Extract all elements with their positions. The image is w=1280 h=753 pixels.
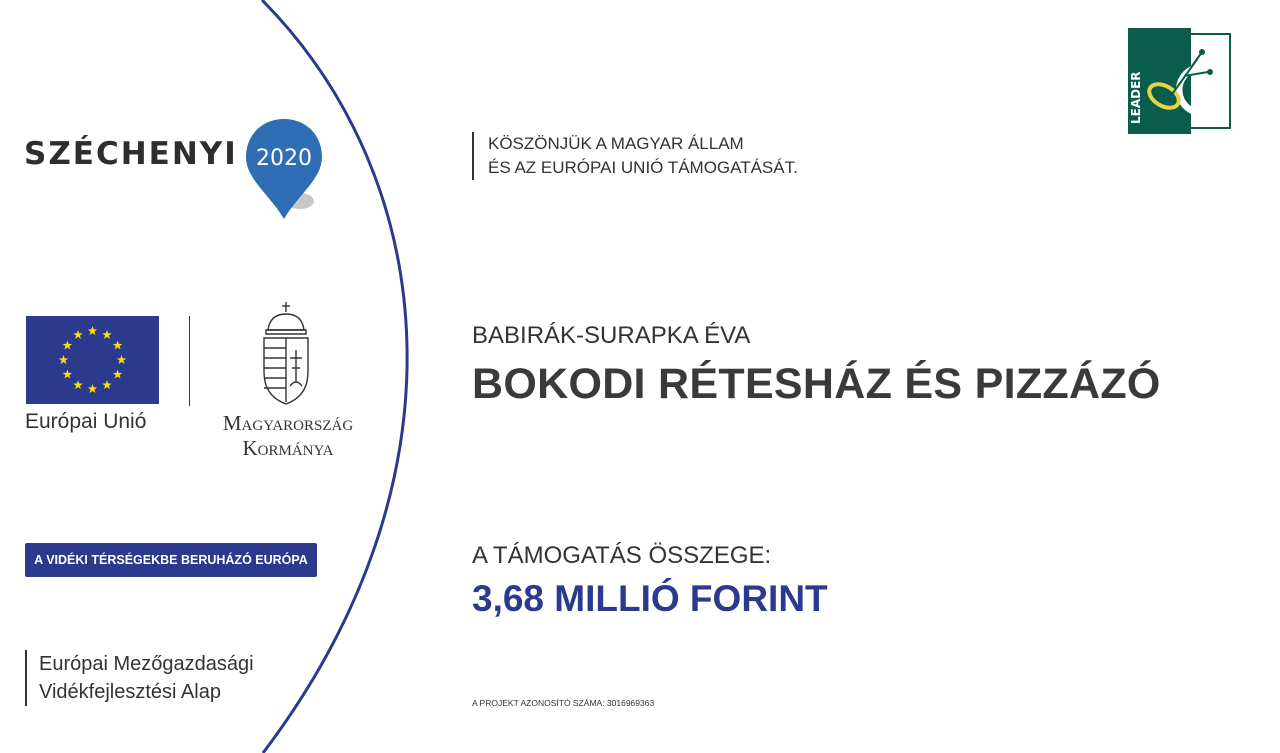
gov-line1-cap: M [222, 411, 242, 435]
szechenyi-logo-text: SZÉCHENYI [24, 136, 238, 172]
thanks-line1: KÖSZÖNJÜK A MAGYAR ÁLLAM [488, 134, 744, 153]
gov-line2-cap: K [242, 436, 258, 460]
gov-line2-rest: ORMÁNYA [257, 443, 334, 459]
rural-europe-banner: A VIDÉKI TÉRSÉGEKBE BERUHÁZÓ EURÓPA [25, 543, 317, 577]
hungarian-coat-of-arms-icon [256, 300, 316, 406]
leader-logo-icon [1128, 28, 1234, 134]
thanks-text [472, 132, 798, 180]
fund-name-line1: Európai Mezőgazdasági [39, 653, 254, 675]
leader-word: LEADER [1129, 71, 1143, 124]
szechenyi-pin-icon [244, 117, 324, 221]
logo-separator [189, 316, 190, 406]
beneficiary-name: BABIRÁK-SURAPKA ÉVA [472, 322, 751, 349]
gov-line1-rest: AGYARORSZÁG [241, 418, 354, 434]
thanks-line2: ÉS AZ EURÓPAI UNIÓ TÁMOGATÁSÁT. [488, 158, 798, 177]
project-id: A PROJEKT AZONOSÍTÓ SZÁMA: 3016969363 [472, 698, 655, 708]
fund-name [25, 650, 254, 706]
eu-flag-icon [26, 316, 159, 404]
szechenyi-year: 2020 [256, 146, 312, 171]
amount-label: A TÁMOGATÁS ÖSSZEGE: [472, 542, 772, 569]
fund-name-line2: Vidékfejlesztési Alap [39, 681, 221, 703]
project-title: BOKODI RÉTESHÁZ ÉS PIZZÁZÓ [472, 360, 1161, 408]
eu-label: Európai Unió [25, 410, 147, 433]
amount-value: 3,68 MILLIÓ FORINT [472, 578, 828, 619]
hungarian-government-name [206, 412, 370, 462]
